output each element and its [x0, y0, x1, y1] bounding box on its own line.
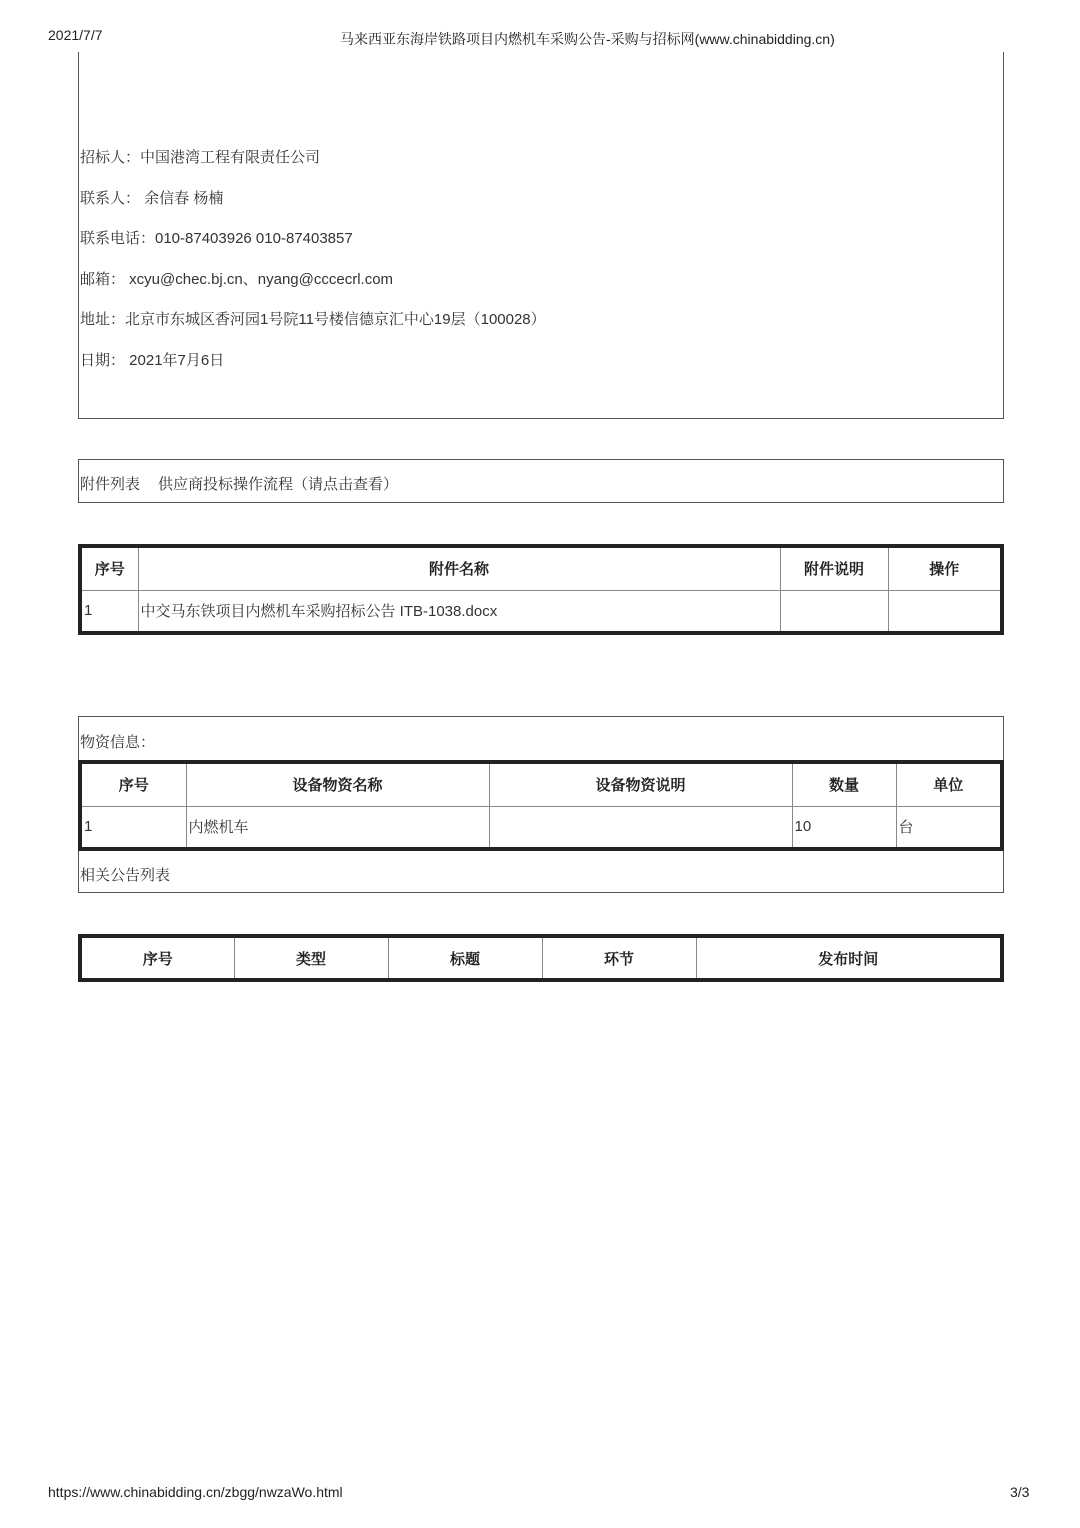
- col-header: 发布时间: [696, 936, 1002, 980]
- cell: 1: [80, 806, 186, 849]
- cell: 10: [792, 806, 896, 849]
- table-header-row: [80, 546, 1002, 590]
- print-page-number: 3/3: [1010, 1484, 1030, 1500]
- attachment-list-label: 附件列表: [80, 476, 141, 493]
- col-header: 类型: [234, 936, 388, 980]
- col-header: 单位: [896, 762, 1002, 806]
- table-row: [80, 590, 1002, 633]
- col-header: 附件说明: [780, 546, 888, 590]
- cell: 内燃机车: [186, 806, 489, 849]
- email-line: 邮箱： xcyu@chec.bj.cn、nyang@cccecrl.com: [80, 271, 394, 288]
- table-header-row: [80, 762, 1002, 806]
- col-header: 设备物资名称: [186, 762, 489, 806]
- tenderer-line: 招标人：中国港湾工程有限责任公司: [80, 149, 321, 166]
- cell: [489, 806, 792, 849]
- related-title: 相关公告列表: [80, 867, 171, 884]
- date-line: 日期： 2021年7月6日: [80, 352, 225, 369]
- related-table: [78, 934, 1004, 982]
- col-header: 序号: [80, 936, 234, 980]
- materials-table: [78, 760, 1004, 851]
- contact-person-line: 联系人： 余信春 杨楠: [80, 190, 224, 207]
- print-date: 2021/7/7: [48, 27, 103, 43]
- attachment-file-link[interactable]: 中交马东铁项目内燃机车采购招标公告 ITB-1038.docx: [138, 590, 780, 633]
- table-header-row: [80, 936, 1002, 980]
- cell: [780, 590, 888, 633]
- col-header: 序号: [80, 546, 138, 590]
- col-header: 序号: [80, 762, 186, 806]
- table-row: [80, 806, 1002, 849]
- cell: 1: [80, 590, 138, 633]
- col-header: 设备物资说明: [489, 762, 792, 806]
- col-header: 附件名称: [138, 546, 780, 590]
- col-header: 数量: [792, 762, 896, 806]
- print-title: 马来西亚东海岸铁路项目内燃机车采购公告-采购与招标网(www.chinabidding.cn): [340, 31, 835, 47]
- col-header: 标题: [388, 936, 542, 980]
- address-line: 地址：北京市东城区香河园1号院11号楼信德京汇中心19层（100028）: [80, 311, 546, 328]
- phone-line: 联系电话：010-87403926 010-87403857: [80, 230, 353, 247]
- col-header: 操作: [888, 546, 1002, 590]
- print-footer-url: https://www.chinabidding.cn/zbgg/nwzaWo.html: [48, 1484, 343, 1500]
- materials-title: 物资信息：: [80, 734, 156, 751]
- cell: 台: [896, 806, 1002, 849]
- bidding-process-link[interactable]: 供应商投标操作流程（请点击查看）: [158, 476, 399, 493]
- cell: [888, 590, 1002, 633]
- attachments-table: [78, 544, 1004, 635]
- col-header: 环节: [542, 936, 696, 980]
